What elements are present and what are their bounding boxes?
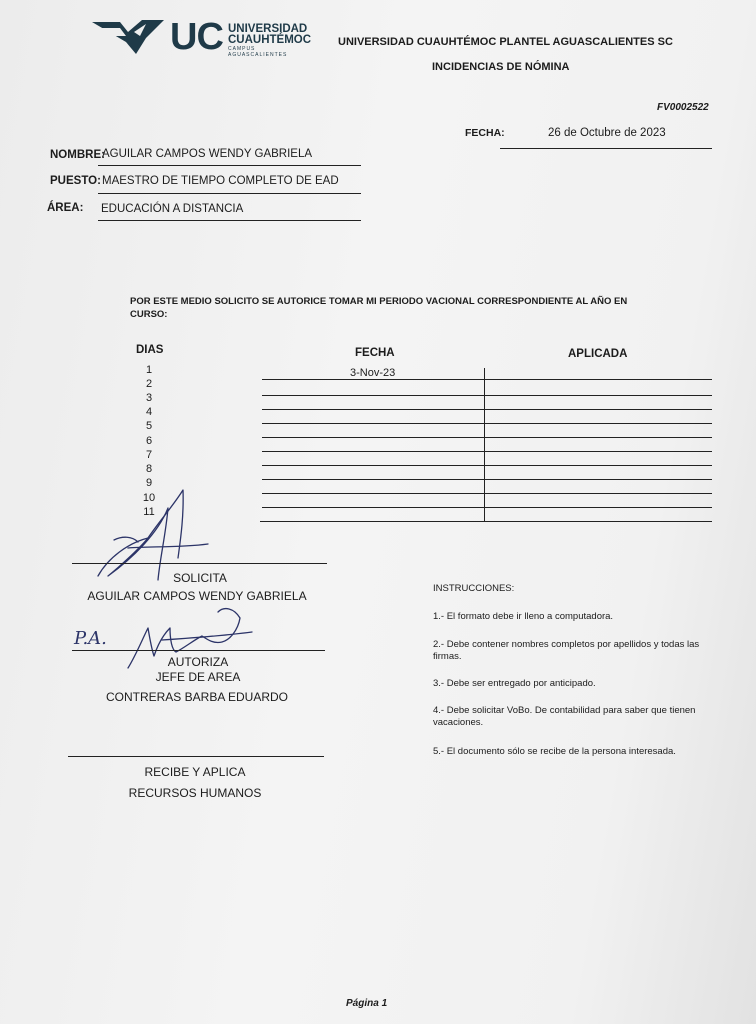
instruction-2: 2.- Debe contener nombres completos por apellidos y todas las firmas. xyxy=(433,639,700,662)
recibe-label: RECIBE Y APLICA xyxy=(144,765,246,779)
solicita-line xyxy=(72,563,327,564)
logo-line2: CUAUHTÉMOC xyxy=(228,34,312,46)
nombre-label: NOMBRE: xyxy=(50,149,105,161)
jefe-label: JEFE DE AREA xyxy=(155,670,241,684)
jefe-name: CONTRERAS BARBA EDUARDO xyxy=(105,690,289,704)
fecha-header: FECHA xyxy=(355,347,395,359)
nombre-value: AGUILAR CAMPOS WENDY GABRIELA xyxy=(102,148,313,160)
day-1: 1 xyxy=(145,364,153,376)
logo-uc-text: UC xyxy=(170,16,223,58)
first-date-cell: 3-Nov-23 xyxy=(350,367,396,379)
day-11: 11 xyxy=(143,506,155,518)
day-3: 3 xyxy=(145,392,153,404)
logo-line3: CAMPUS AGUASCALIENTES xyxy=(228,46,288,58)
institution-title: UNIVERSIDAD CUAUHTÉMOC PLANTEL AGUASCALIENTES SC xyxy=(338,36,673,48)
puesto-underline xyxy=(98,193,361,194)
dias-header: DIAS xyxy=(136,344,164,356)
area-value: EDUCACIÓN A DISTANCIA xyxy=(101,203,244,215)
fecha-underline xyxy=(500,148,712,149)
document-title: INCIDENCIAS DE NÓMINA xyxy=(432,61,570,73)
solicita-label: SOLICITA xyxy=(173,571,227,585)
nombre-underline xyxy=(98,165,361,166)
logo-line1: UNIVERSIDAD xyxy=(228,23,308,35)
rh-label: RECURSOS HUMANOS xyxy=(128,786,262,800)
day-2: 2 xyxy=(145,378,153,390)
page-number: Página 1 xyxy=(346,998,388,1009)
university-logo xyxy=(90,16,310,58)
instruction-5: 5.- El documento sólo se recibe de la persona interesada. xyxy=(433,746,676,757)
day-9: 9 xyxy=(145,477,153,489)
instruction-3: 3.- Debe ser entregado por anticipado. xyxy=(433,678,596,689)
solicita-name: AGUILAR CAMPOS WENDY GABRIELA xyxy=(87,589,307,603)
eagle-icon xyxy=(90,18,166,56)
day-6: 6 xyxy=(145,435,153,447)
recibe-line xyxy=(68,756,324,757)
day-5: 5 xyxy=(145,420,153,432)
day-7: 7 xyxy=(145,449,153,461)
day-10: 10 xyxy=(142,492,156,504)
instruction-1: 1.- El formato debe ir lleno a computadora. xyxy=(433,611,614,622)
request-text: POR ESTE MEDIO SOLICITO SE AUTORICE TOMAR MI PERIODO VACIONAL CORRESPONDIENTE AL AÑO EN CURSO: xyxy=(130,296,628,320)
day-8: 8 xyxy=(145,463,153,475)
instructions-title: INSTRUCCIONES: xyxy=(433,583,515,594)
autoriza-line xyxy=(72,650,325,651)
instruction-4: 4.- Debe solicitar VoBo. De contabilidad para saber que tienen vacaciones. xyxy=(433,705,696,728)
folio-number: FV0002522 xyxy=(657,102,709,113)
puesto-label: PUESTO: xyxy=(50,175,101,187)
aplicada-header: APLICADA xyxy=(568,348,628,360)
fecha-value: 26 de Octubre de 2023 xyxy=(548,127,666,139)
area-underline xyxy=(98,220,361,221)
puesto-value: MAESTRO DE TIEMPO COMPLETO DE EAD xyxy=(102,175,339,187)
pa-mark: P.A. xyxy=(74,628,107,649)
fecha-label: FECHA: xyxy=(465,127,505,139)
day-4: 4 xyxy=(145,406,153,418)
area-label: ÁREA: xyxy=(47,202,84,214)
signature-solicita xyxy=(88,488,218,583)
autoriza-label: AUTORIZA xyxy=(167,655,229,669)
